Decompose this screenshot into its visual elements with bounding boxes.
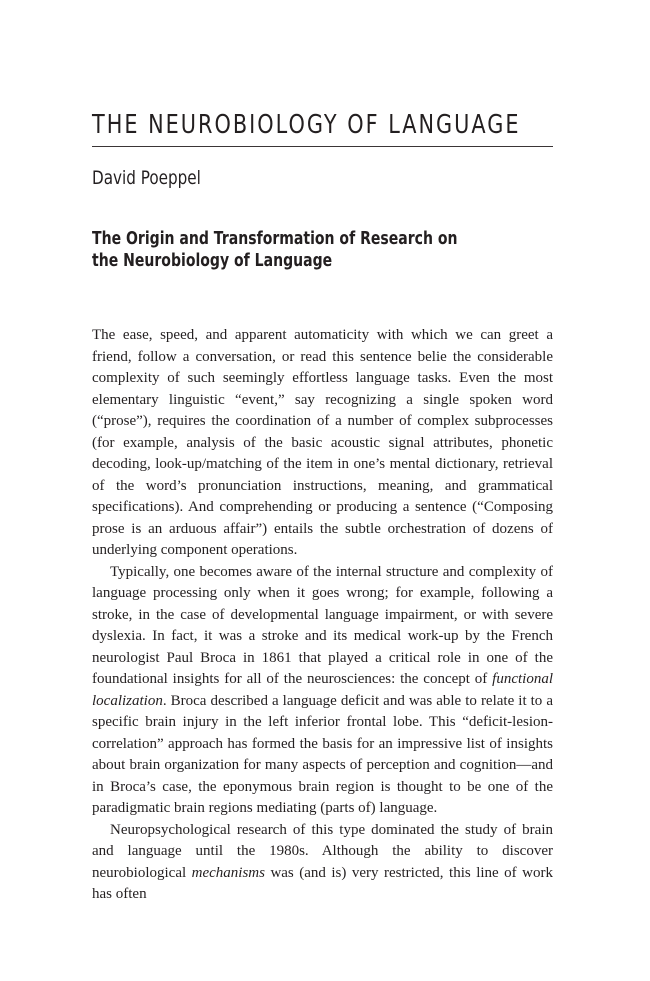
chapter-title: THE NEUROBIOLOGY OF LANGUAGE — [92, 110, 521, 140]
paragraph-3 — [92, 820, 553, 906]
paragraph-3-emphasis: mechanisms — [191, 864, 265, 881]
section-heading — [92, 228, 458, 272]
section-heading-line-2: the Neurobiology of Language — [92, 250, 333, 271]
paragraph-2-text-b: . Broca described a language deficit and was able to relate it to a specific brain injury in the left inferior frontal lobe. This “deficit-lesion-correlation” approach has formed the basis for an impressive list of insights about brain organization for many aspects of perception and cognition—and in Broca’s case, the eponymous brain region is thought to be one of the paradigmatic brain regions mediating (parts of) language. — [92, 692, 553, 816]
paragraph-2-text-a: Typically, one becomes aware of the internal structure and complexity of language processing only when it goes wrong; for example, following a stroke, in the case of developmental language impairment, or with severe dyslexia. In fact, it was a stroke and its medical work-up by the French neurologist Paul Broca in 1861 that played a critical role in one of the foundational insights for all of the neurosciences: the concept of — [92, 563, 553, 687]
author-name: David Poeppel — [92, 167, 201, 189]
paragraph-3-text-a: Neuropsychological research of this type dominated the study of brain and language until the 1980s. Although the ability to discover neurobiological — [92, 821, 553, 881]
paragraph-1: The ease, speed, and apparent automaticity with which we can greet a friend, follow a conversation, or read this sentence belie the considerable complexity of such seemingly effortless language tasks. Even the most elementary linguistic “event,” say recognizing a single spoken word (“prose”), requires the coordination of a number of complex subprocesses (for example, analysis of the basic acoustic signal attributes, phonetic decoding, look-up/matching of the item in one’s mental dictionary, retrieval of the word’s pronunciation instructions, meaning, and grammatical specifications). And comprehending or producing a sentence (“Composing prose is an arduous affair”) entails the subtle orchestration of dozens of underlying component operations. — [92, 327, 553, 558]
paragraph-2 — [92, 562, 553, 820]
paragraph-3-text-b: was (and is) very restricted, this line of work has often — [92, 864, 553, 902]
title-divider — [92, 146, 553, 147]
section-heading-line-1: The Origin and Transformation of Research on — [92, 228, 458, 249]
body-text — [92, 325, 553, 906]
paragraph-2-emphasis: functional localization — [92, 671, 553, 709]
